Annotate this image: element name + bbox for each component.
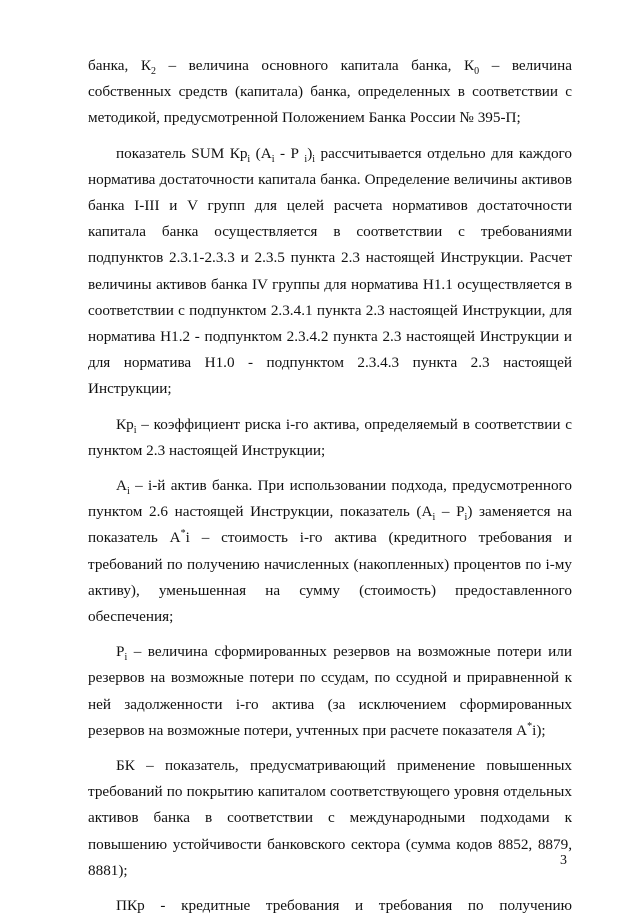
paragraph-kpi: $Кр_i$ – коэффициент риска i-го актива, определяемый в соответствии с пунктом 2.3 настоящей Инструкции; (88, 415, 572, 459)
paragraph-ai: $А_i - i-й$ актив банка. При использовании подхода, предусмотренного пунктом 2.6 настоящей Инструкции, показатель $(А_i - Р_i)$ заменяется на показатель А*i – стоимость i-го актива (кредитного требования и требований по получению начисленных (накопленных) процентов по i-му активу), уменьшенная на сумму (стоимость) предоставленного обеспечения; (88, 477, 572, 626)
document-body (88, 53, 572, 919)
paragraph-k2-k0: банка, $К_2$ – величина основного капитала банка, $К_0$ – величина собственных средств (капитала) банка, определенных в соответствии с методикой, предусмотренной Положением Банка России № 395-П; (88, 57, 573, 127)
page-number: 3 (560, 853, 567, 868)
paragraph-sum-kp: показатель SUM $Кр_i$ ($А_i$ - Р $_i)_i$ рассчитывается отдельно для каждого норматива достаточности капитала банка. Определение величины активов банка I-III и V групп для целей расчета нормативов достаточности капитала банка осуществляется в соответствии с требованиями подпунктов 2.3.1-2.3.3 и 2.3.5 пункта 2.3 настоящей Инструкции. Расчет величины активов банка IV группы для норматива Н1.1 осуществляется в соответствии с подпунктом 2.3.4.1 пункта 2.3 настоящей Инструкции, для норматива Н1.2 - подпунктом 2.3.4.2 пункта 2.3 настоящей Инструкции и для норматива Н1.0 - подпунктом 2.3.4.3 пункта 2.3 настоящей Инструкции; (88, 144, 572, 398)
paragraph-pi: $Р_i$ – величина сформированных резервов на возможные потери или резервов на возможные потери по ссудам, по ссудной и приравненной к ней задолженности i-го актива (за исключением сформированных резервов на возможные потери, учтенных при расчете показателя А*i); (88, 643, 572, 739)
paragraph-bk: БК – показатель, предусматривающий применение повышенных требований по покрытию капиталом соответствующего уровня отдельных активов банка в соответствии с международными подходами к повышению устойчивости банковского сектора (сумма кодов 8852, 8879, 8881); (88, 757, 572, 879)
paragraph-pkr: ПКр - кредитные требования и требования по получению (116, 897, 572, 915)
